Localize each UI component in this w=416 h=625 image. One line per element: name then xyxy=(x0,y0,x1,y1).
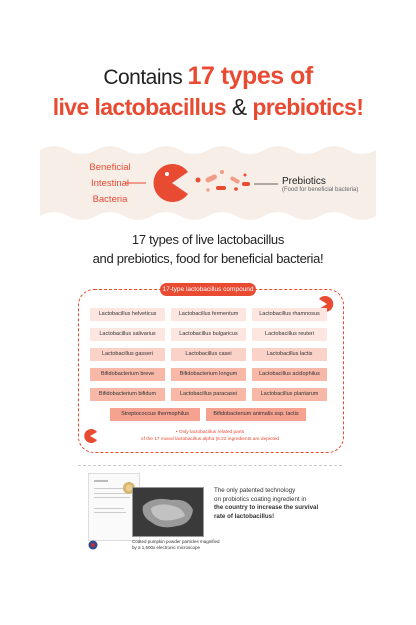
headline-accent-1: 17 types of xyxy=(187,62,313,90)
strain-cell: Bifidobacterium animalis ssp. lactis xyxy=(206,408,306,421)
strain-cell: Lactobacillus fermentum xyxy=(171,308,246,321)
strain-cell: Bifidobacterium breve xyxy=(90,368,165,381)
prebiotics-label: Prebiotics (Food for beneficial bacteria) xyxy=(282,176,359,193)
headline-line1 xyxy=(0,62,416,91)
microscope-caption: Coated pumpkin powder particles magnified by a 1,500x electronic microscope xyxy=(132,539,220,550)
subhead-line1: 17 types of live lactobacillus xyxy=(131,232,285,247)
microscope-image xyxy=(132,487,204,537)
strain-cell: Lactobacillus salivarius xyxy=(90,328,165,341)
compound-title: 17-type lactobacillus compound xyxy=(160,283,256,296)
strain-cell: Lactobacillus gasseri xyxy=(90,348,165,361)
strain-cell: Lactobacillus plantarum xyxy=(252,388,327,401)
compound-note-1: • Only lactobacillus related parts xyxy=(175,430,245,435)
subhead-line2: and prebiotics, food for beneficial bacteria! xyxy=(92,251,324,266)
headline-amp: & xyxy=(231,94,247,120)
headline-accent-2: live lactobacillus xyxy=(52,94,226,120)
strain-cell: Lactobacillus rhamnosus xyxy=(252,308,327,321)
strain-cell: Bifidobacterium longum xyxy=(171,368,246,381)
strain-cell: Lactobacillus casei xyxy=(171,348,246,361)
divider xyxy=(78,465,342,466)
compound-note-2: of the 17 mixed lactobacillus alpha (6.22 ingredients are depicted xyxy=(140,437,280,442)
strain-cell: Lactobacillus lactis xyxy=(252,348,327,361)
beneficial-bacteria-label: Beneficial Intestinal Bacteria xyxy=(89,162,131,205)
headline-prefix: Contains xyxy=(103,66,183,89)
strain-cell: Lactobacillus acidophilus xyxy=(252,368,327,381)
headline-accent-3: prebiotics! xyxy=(252,94,364,120)
strain-cell: Streptococcus thermophilus xyxy=(110,408,200,421)
strain-cell: Bifidobacterium bifidum xyxy=(90,388,165,401)
strain-cell: Lactobacillus helveticus xyxy=(90,308,165,321)
headline-line2 xyxy=(0,94,416,121)
patent-claim: The only patented technology on probiotics coating ingredient in the country to increase the survival rate of lactobacillus! xyxy=(214,487,319,520)
particle-image xyxy=(133,488,203,536)
emblem-icon xyxy=(88,540,98,550)
strain-cell: Lactobacillus paracasei xyxy=(171,388,246,401)
strain-cell: Lactobacillus reuteri xyxy=(252,328,327,341)
strain-cell: Lactobacillus bulgaricus xyxy=(171,328,246,341)
